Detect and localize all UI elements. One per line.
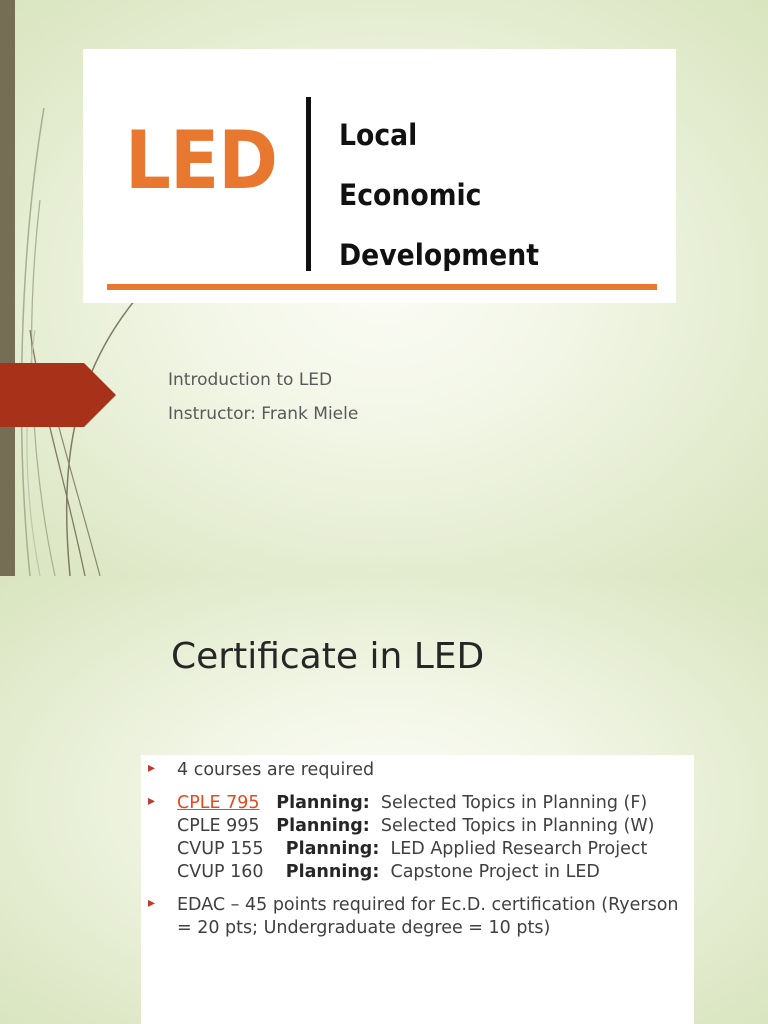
course-line xyxy=(177,861,686,884)
spacer xyxy=(260,793,277,813)
slide-subtitle xyxy=(168,369,358,437)
course-title: Selected Topics in Planning (F) xyxy=(369,793,648,813)
certificate-slide xyxy=(0,576,768,1024)
led-logo-mark: LED xyxy=(125,114,278,207)
logo-words xyxy=(339,105,556,285)
bullet-item-courses xyxy=(141,792,694,884)
course-category: Planning: xyxy=(276,793,370,813)
bullet-item xyxy=(141,894,694,940)
bullet-list xyxy=(141,759,694,950)
logo-word-development: Development xyxy=(339,238,539,272)
logo-word-economic: Economic xyxy=(339,178,482,212)
spacer xyxy=(264,862,286,882)
course-line xyxy=(177,815,686,838)
logo-underline xyxy=(107,284,657,290)
bullet-text: EDAC – 45 points required for Ec.D. certification (Ryerson = 20 pts; Undergraduate degree = 10 pts) xyxy=(177,895,679,938)
bullet-arrow-icon: ▸ xyxy=(148,760,156,776)
course-code: CVUP 160 xyxy=(177,862,264,882)
course-name: Introduction to LED xyxy=(168,370,333,390)
course-category: Planning: xyxy=(285,839,380,859)
spacer xyxy=(264,839,286,859)
course-line xyxy=(177,838,686,861)
course-title: LED Applied Research Project xyxy=(379,839,648,859)
instructor-name: Instructor: Frank Miele xyxy=(168,404,359,424)
logo-divider xyxy=(306,97,311,271)
course-title: Selected Topics in Planning (W) xyxy=(369,816,655,836)
content-box xyxy=(141,755,694,1024)
bullet-item xyxy=(141,759,694,782)
course-category: Planning: xyxy=(285,862,380,882)
course-code: CPLE 995 xyxy=(177,816,260,836)
bullet-arrow-icon: ▸ xyxy=(148,793,156,809)
bullet-arrow-icon: ▸ xyxy=(148,895,156,911)
course-line xyxy=(177,792,686,815)
arrow-tab-decoration xyxy=(0,363,118,429)
spacer xyxy=(260,816,277,836)
led-logo-card xyxy=(83,49,676,303)
course-title: Capstone Project in LED xyxy=(379,862,600,882)
course-code: CVUP 155 xyxy=(177,839,264,859)
slide-title: Certificate in LED xyxy=(171,636,485,677)
course-code-link[interactable]: CPLE 795 xyxy=(177,793,260,813)
bullet-text: 4 courses are required xyxy=(177,760,375,780)
logo-word-local: Local xyxy=(339,118,418,152)
course-category: Planning: xyxy=(276,816,370,836)
